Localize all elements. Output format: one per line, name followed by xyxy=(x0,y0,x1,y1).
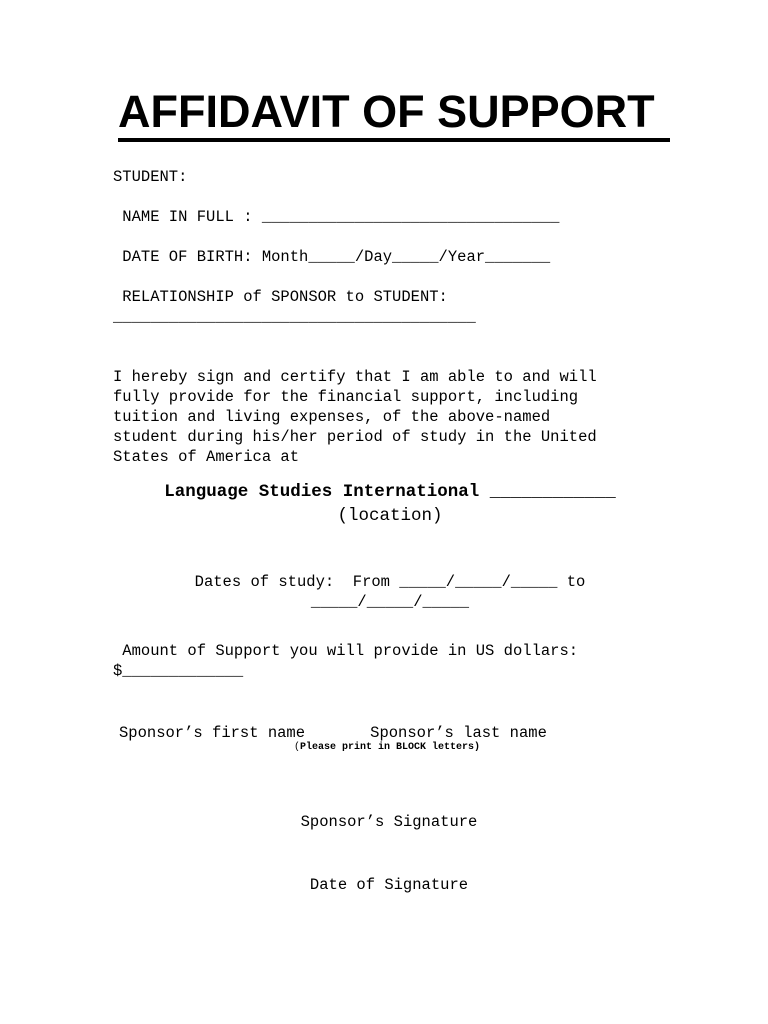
location-label: (location) xyxy=(337,506,443,526)
dates-of-study-field-end[interactable]: _____/_____/_____ xyxy=(310,593,470,611)
date-of-signature-label: Date of Signature xyxy=(309,876,469,894)
certification-paragraph: I hereby sign and certify that I am able to and will fully provide for the financial support, including tuition and living expenses, of the above-named student during his/her period of study in the United States of America at xyxy=(113,368,597,466)
amount-of-support-label: Amount of Support you will provide in US dollars: xyxy=(113,642,579,660)
block-letters-note xyxy=(0,742,768,754)
block-note-text: Please print in BLOCK letters) xyxy=(299,742,481,753)
block-note-paren: ( xyxy=(293,742,300,753)
dates-of-study-field[interactable]: Dates of study: From _____/_____/_____ to xyxy=(194,573,586,591)
amount-of-support-field[interactable]: $_____________ xyxy=(113,662,244,680)
page-title: AFFIDAVIT OF SUPPORT xyxy=(118,86,670,142)
relationship-field[interactable]: _______________________________________ xyxy=(113,308,476,326)
name-in-full-field[interactable]: NAME IN FULL : ________________________________ xyxy=(113,208,560,226)
school-name-line[interactable]: Language Studies International ____________ xyxy=(164,482,616,502)
sponsor-signature-label: Sponsor’s Signature xyxy=(300,813,478,831)
sponsor-names-label: Sponsor’s first name Sponsor’s last name xyxy=(119,724,547,742)
relationship-label: RELATIONSHIP of SPONSOR to STUDENT: xyxy=(113,288,448,306)
student-heading: STUDENT: xyxy=(113,168,188,186)
date-of-birth-field[interactable]: DATE OF BIRTH: Month_____/Day_____/Year_______ xyxy=(113,248,551,266)
